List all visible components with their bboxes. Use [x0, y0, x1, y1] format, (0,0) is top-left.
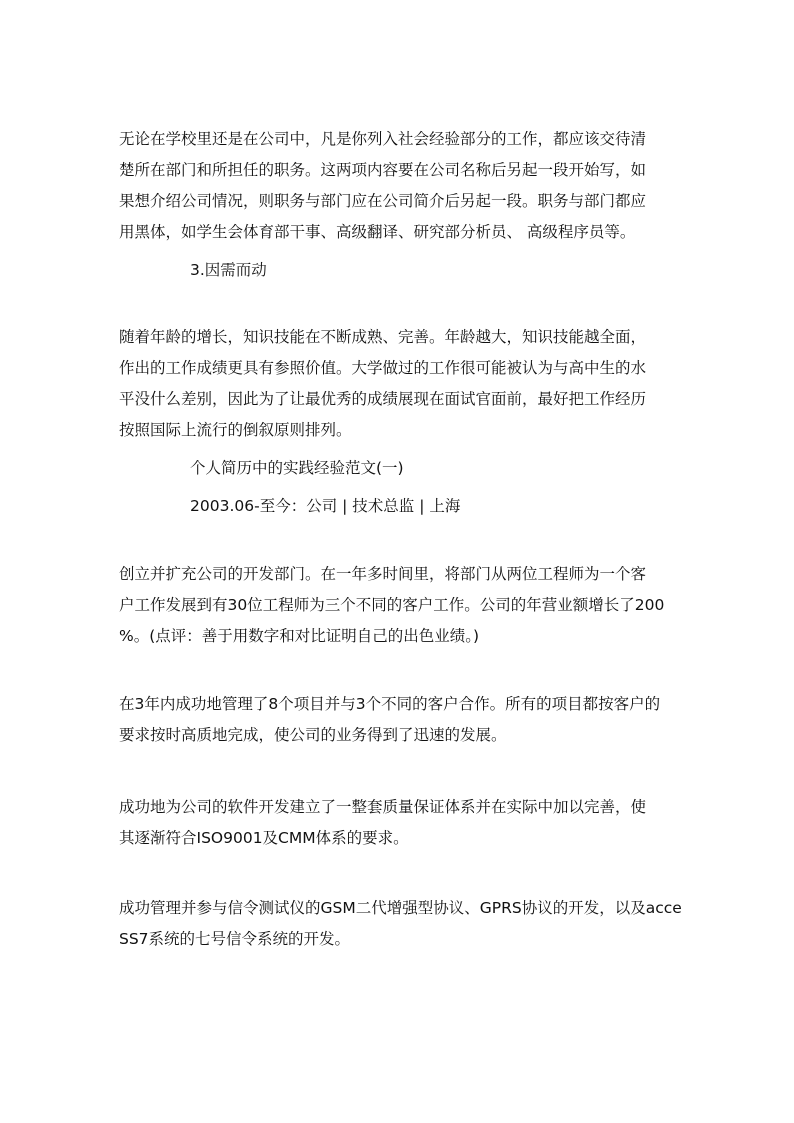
paragraph-achievement-2: [119, 689, 675, 751]
text-line: 楚所在部门和所担任的职务。这两项内容要在公司名称后另起一段开始写，如: [119, 161, 647, 179]
text-line: 按照国际上流行的倒叙原则排列。: [119, 421, 352, 439]
text-line: SS7系统的七号信令系统的开发。: [119, 930, 351, 948]
text-line: 创立并扩充公司的开发部门。在一年多时间里，将部门从两位工程师为一个客: [119, 565, 647, 583]
paragraph-achievement-3: [119, 792, 675, 854]
paragraph-achievement-1: [119, 559, 675, 652]
paragraph-work-description: [119, 124, 675, 248]
text-line: 平没什么差别，因此为了让最优秀的成绩展现在面试官面前，最好把工作经历: [119, 390, 647, 408]
text-line: 户工作发展到有30位工程师为三个不同的客户工作。公司的年营业额增长了200: [119, 596, 665, 614]
paragraph-reverse-order: [119, 322, 675, 446]
text-line: 要求按时高质地完成，使公司的业务得到了迅速的发展。: [119, 726, 507, 744]
text-line: 无论在学校里还是在公司中，凡是你列入社会经验部分的工作，都应该交待清: [119, 130, 647, 148]
text-line: 成功管理并参与信令测试仪的GSM二代增强型协议、GPRS协议的开发，以及acce: [119, 899, 682, 917]
text-line: 其逐渐符合ISO9001及CMM体系的要求。: [119, 829, 409, 847]
sample-title: 个人简历中的实践经验范文(一): [190, 459, 404, 477]
text-line: 在3年内成功地管理了8个项目并与3个不同的客户合作。所有的项目都按客户的: [119, 695, 661, 713]
text-line: 成功地为公司的软件开发建立了一整套质量保证体系并在实际中加以完善，使: [119, 798, 647, 816]
text-line: 随着年龄的增长，知识技能在不断成熟、完善。年龄越大，知识技能越全面，: [119, 328, 647, 346]
text-line: 作出的工作成绩更具有参照价值。大学做过的工作很可能被认为与高中生的水: [119, 359, 647, 377]
text-line: 果想介绍公司情况，则职务与部门应在公司简介后另起一段。职务与部门都应: [119, 192, 647, 210]
section-heading: 3.因需而动: [190, 261, 267, 279]
text-line: %。(点评：善于用数字和对比证明自己的出色业绩。): [119, 627, 480, 645]
text-line: 用黑体，如学生会体育部干事、高级翻译、研究部分析员、 高级程序员等。: [119, 223, 636, 241]
job-line: 2003.06-至今：公司 | 技术总监 | 上海: [190, 497, 461, 515]
paragraph-achievement-4: [119, 893, 682, 955]
